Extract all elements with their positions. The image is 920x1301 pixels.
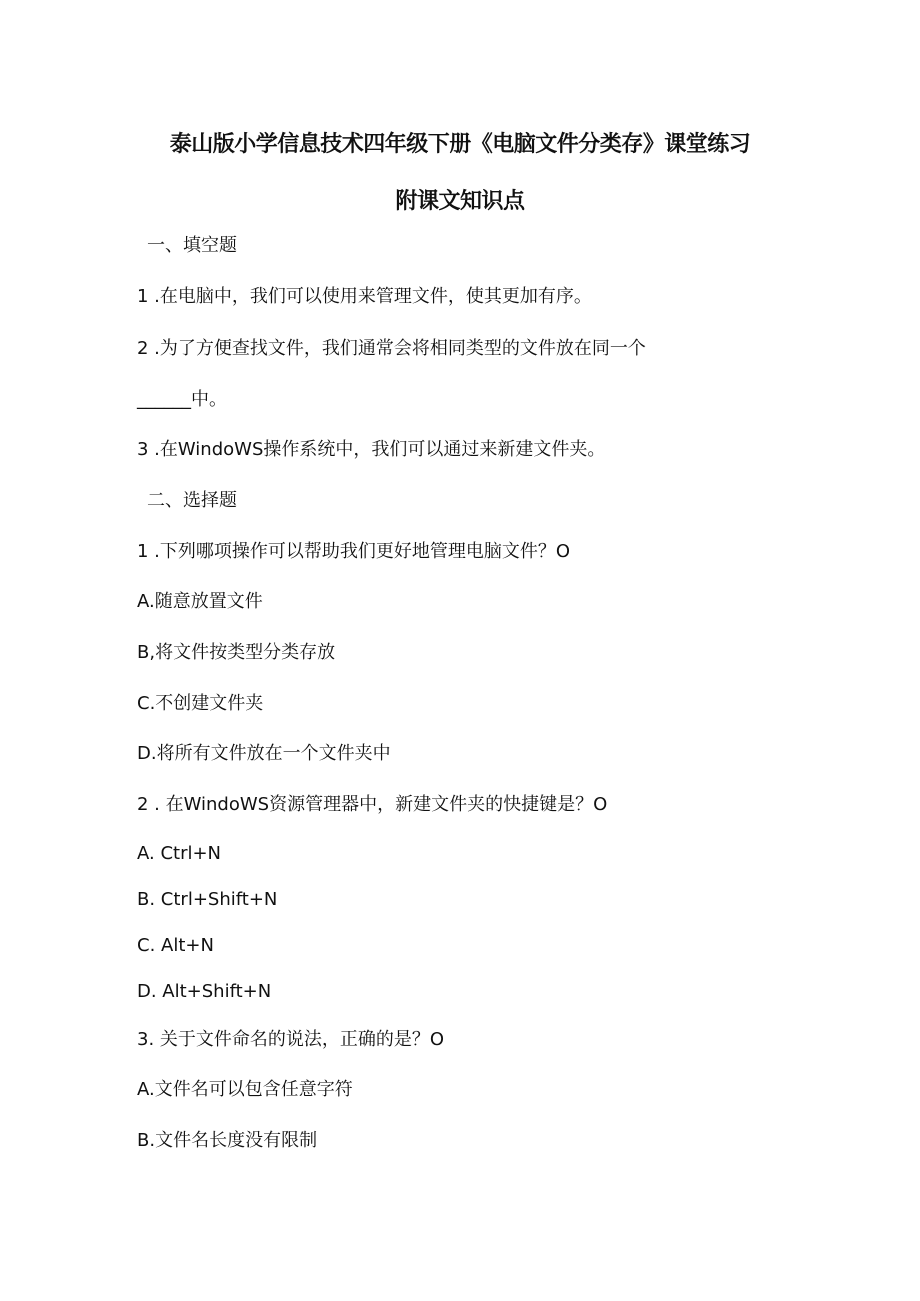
choice-option: B.文件名长度没有限制 bbox=[137, 1130, 318, 1151]
fill-question-3: 3 .在WindoWS操作系统中，我们可以通过来新建文件夹。 bbox=[137, 439, 606, 460]
choice-option: A. Ctrl+N bbox=[137, 843, 222, 864]
choice-question-1: 1 .下列哪项操作可以帮助我们更好地管理电脑文件？O bbox=[137, 541, 571, 562]
choice-option: B,将文件按类型分类存放 bbox=[137, 642, 336, 663]
fill-question-2: 2 .为了方便查找文件，我们通常会将相同类型的文件放在同一个 bbox=[137, 338, 646, 359]
choice-option: D.将所有文件放在一个文件夹中 bbox=[137, 743, 391, 764]
fill-question-1: 1 .在电脑中，我们可以使用来管理文件，使其更加有序。 bbox=[137, 286, 592, 307]
choice-option: D. Alt+Shift+N bbox=[137, 981, 272, 1002]
choice-option: A.随意放置文件 bbox=[137, 591, 263, 612]
choice-question-3: 3. 关于文件命名的说法，正确的是？O bbox=[137, 1029, 445, 1050]
choice-option: B. Ctrl+Shift+N bbox=[137, 889, 278, 910]
choice-question-2: 2 . 在WindoWS资源管理器中，新建文件夹的快捷键是？O bbox=[137, 794, 608, 815]
section-heading-choice: 二、选择题 bbox=[147, 490, 237, 511]
choice-option: A.文件名可以包含任意字符 bbox=[137, 1079, 353, 1100]
fill-question-2-continued: ______中。 bbox=[137, 389, 227, 410]
choice-option: C.不创建文件夹 bbox=[137, 693, 264, 714]
choice-option: C. Alt+N bbox=[137, 935, 214, 956]
document-subtitle: 附课文知识点 bbox=[395, 189, 525, 214]
document-title: 泰山版小学信息技术四年级下册《电脑文件分类存》课堂练习 bbox=[169, 132, 751, 157]
section-heading-fill-in: 一、填空题 bbox=[147, 235, 237, 256]
